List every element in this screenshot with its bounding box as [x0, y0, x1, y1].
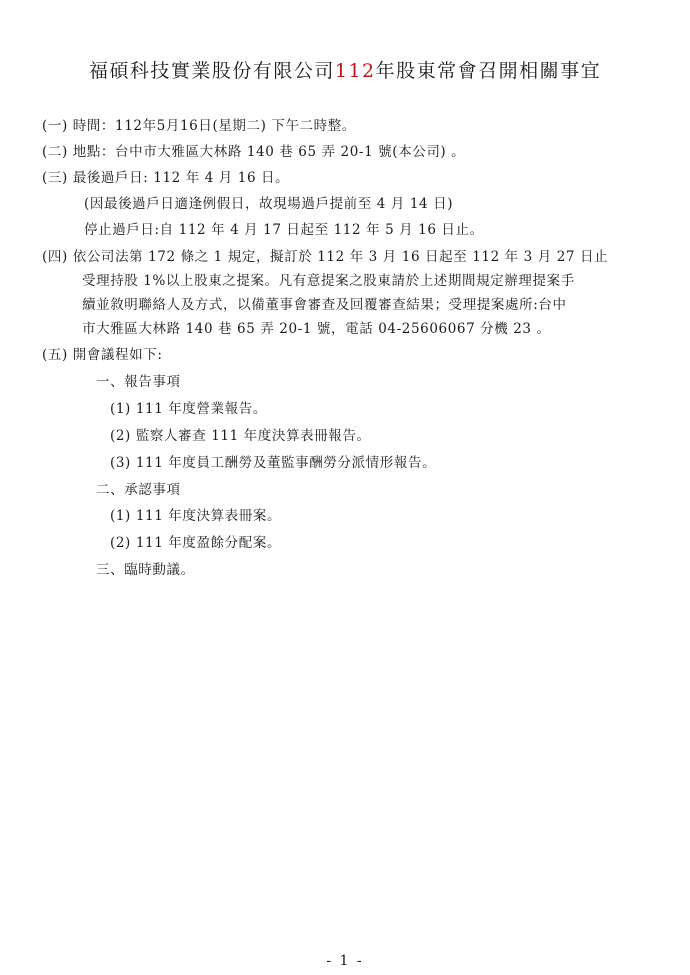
ratification-heading: 二、承認事項: [96, 482, 181, 498]
book-closure-note: (因最後過戶日適逢例假日，故現場過戶提前至 4 月 14 日): [84, 196, 454, 212]
report-item-3: (3) 111 年度員工酬勞及董監事酬勞分派情形報告。: [110, 455, 437, 471]
proposal-line-3: 續並敘明聯絡人及方式，以備董事會審查及回覆審查結果；受理提案處所:台中: [82, 297, 567, 313]
proposal-line-2: 受理持股 1%以上股東之提案。凡有意提案之股東請於上述期間規定辦理提案手: [82, 273, 575, 289]
agenda-heading: (五) 開會議程如下:: [42, 347, 163, 363]
proposal-line-4: 市大雅區大林路 140 巷 65 弄 20-1 號，電話 04-25606067 分機 23 。: [82, 321, 551, 337]
report-item-2: (2) 監察人審查 111 年度決算表冊報告。: [110, 428, 371, 444]
page-number: - 1 -: [326, 953, 364, 969]
title-company: 福碩科技實業股份有限公司: [88, 60, 335, 82]
meeting-time: (一) 時間：112年5月16日(星期二) 下午二時整。: [42, 118, 356, 134]
extraordinary-motions: 三、臨時動議。: [96, 562, 195, 578]
title-suffix: 年股東常會召開相關事宜: [375, 60, 602, 82]
ratification-item-2: (2) 111 年度盈餘分配案。: [110, 535, 282, 551]
proposal-line-1: (四) 依公司法第 172 條之 1 規定，擬訂於 112 年 3 月 16 日起至 112 年 3 月 27 日止: [42, 249, 609, 265]
report-item-1: (1) 111 年度營業報告。: [110, 401, 267, 417]
book-closure-date: (三) 最後過戶日: 112 年 4 月 16 日。: [42, 170, 290, 186]
page-title: [0, 56, 690, 83]
reports-heading: 一、報告事項: [96, 374, 181, 390]
meeting-place: (二) 地點：台中市大雅區大林路 140 巷 65 弄 20-1 號(本公司) 。: [42, 144, 466, 160]
book-closure-period: 停止過戶日:自 112 年 4 月 17 日起至 112 年 5 月 16 日止。: [84, 222, 484, 238]
title-year: 112: [334, 60, 376, 82]
ratification-item-1: (1) 111 年度決算表冊案。: [110, 508, 282, 524]
